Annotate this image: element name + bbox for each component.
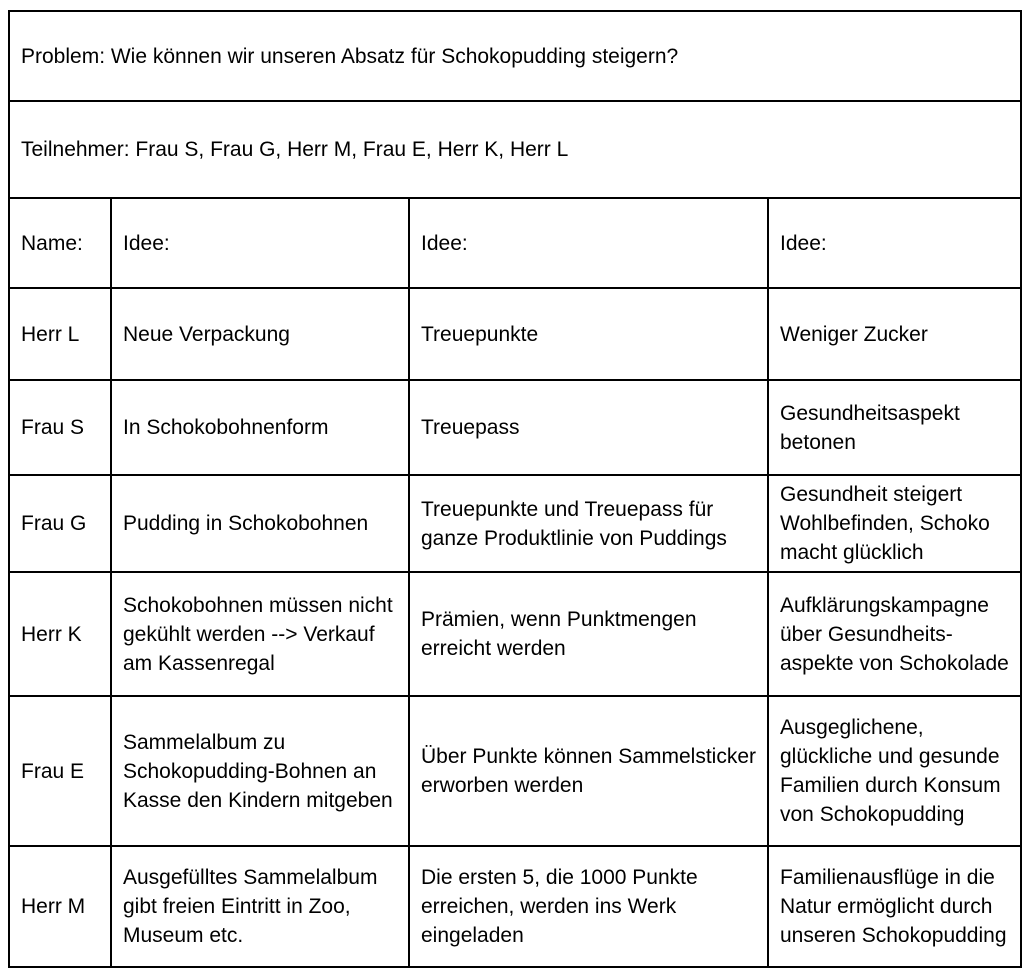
idea-cell: In Schokobohnenform <box>111 380 409 475</box>
name-cell: Herr K <box>9 572 111 696</box>
idea-cell: Pudding in Schokobohnen <box>111 475 409 572</box>
name-cell: Herr L <box>9 288 111 380</box>
table-row <box>9 696 1021 846</box>
idea-cell: Gesundheit steigert Wohlbefinden, Schoko macht glücklich <box>768 475 1021 572</box>
idea-cell: Gesundheitsaspekt betonen <box>768 380 1021 475</box>
idea-cell: Sammelalbum zu Schokopudding-Bohnen an Kasse den Kindern mitgeben <box>111 696 409 846</box>
participants-row <box>9 101 1021 198</box>
table-row <box>9 475 1021 572</box>
idea-cell: Treuepunkte <box>409 288 768 380</box>
idea-cell: Die ersten 5, die 1000 Punkte erreichen, werden ins Werk eingeladen <box>409 846 768 967</box>
idea-cell: Schokobohnen müssen nicht gekühlt werden --> Verkauf am Kassenregal <box>111 572 409 696</box>
name-cell: Frau G <box>9 475 111 572</box>
header-idea-2: Idee: <box>409 198 768 288</box>
idea-cell: Weniger Zucker <box>768 288 1021 380</box>
idea-cell: Ausgefülltes Sammelalbum gibt freien Eintritt in Zoo, Museum etc. <box>111 846 409 967</box>
idea-cell: Aufklärungskampagne über Gesundheits-aspekte von Schokolade <box>768 572 1021 696</box>
name-cell: Herr M <box>9 846 111 967</box>
brainwriting-table <box>8 10 1022 968</box>
name-cell: Frau E <box>9 696 111 846</box>
table-row <box>9 288 1021 380</box>
idea-cell: Über Punkte können Sammelsticker erworben werden <box>409 696 768 846</box>
idea-cell: Treuepunkte und Treuepass für ganze Produktlinie von Puddings <box>409 475 768 572</box>
idea-cell: Neue Verpackung <box>111 288 409 380</box>
participants-cell: Teilnehmer: Frau S, Frau G, Herr M, Frau E, Herr K, Herr L <box>9 101 1021 198</box>
header-name: Name: <box>9 198 111 288</box>
header-idea-3: Idee: <box>768 198 1021 288</box>
problem-cell: Problem: Wie können wir unseren Absatz für Schokopudding steigern? <box>9 11 1021 101</box>
idea-cell: Prämien, wenn Punktmengen erreicht werden <box>409 572 768 696</box>
header-idea-1: Idee: <box>111 198 409 288</box>
table-row <box>9 380 1021 475</box>
header-row <box>9 198 1021 288</box>
idea-cell: Ausgeglichene, glückliche und gesunde Familien durch Konsum von Schokopudding <box>768 696 1021 846</box>
table-row <box>9 846 1021 967</box>
table-row <box>9 572 1021 696</box>
problem-row <box>9 11 1021 101</box>
idea-cell: Familienausflüge in die Natur ermöglicht durch unseren Schokopudding <box>768 846 1021 967</box>
name-cell: Frau S <box>9 380 111 475</box>
idea-cell: Treuepass <box>409 380 768 475</box>
